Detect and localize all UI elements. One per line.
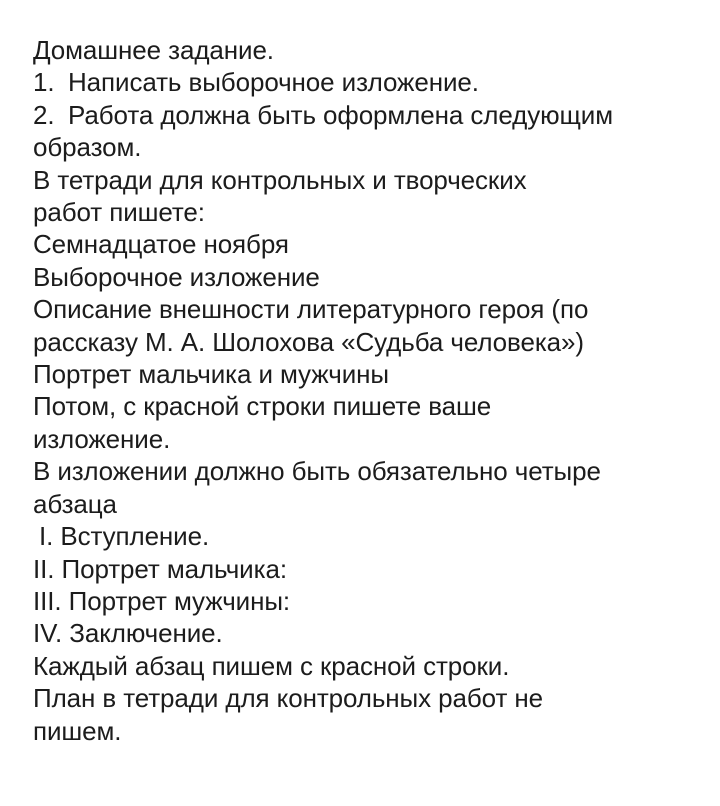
- text-line: изложение.: [33, 423, 171, 454]
- section-item: II. Портрет мальчика:: [33, 553, 287, 584]
- text-line: работ пишете:: [33, 197, 205, 228]
- text-line: Портрет мальчика и мужчины: [33, 359, 389, 390]
- section-item: IV. Заключение.: [33, 618, 223, 649]
- section-item: I. Вступление.: [39, 521, 210, 552]
- closing-line: Каждый абзац пишем с красной строки.: [33, 650, 510, 681]
- text-line: В изложении должно быть обязательно четыре: [33, 456, 601, 487]
- text-line: В тетради для контрольных и творческих: [33, 164, 527, 195]
- list-item-1: [33, 66, 696, 98]
- text-line: Семнадцатое ноября: [33, 229, 289, 260]
- list-item-number: 2.: [33, 99, 55, 130]
- list-item-2-continuation: образом.: [33, 132, 142, 163]
- text-line: Описание внешности литературного героя (по: [33, 294, 589, 325]
- text-line: рассказу М. А. Шолохова «Судьба человека»): [33, 326, 584, 357]
- list-item-2: [33, 99, 696, 131]
- list-item-text: Написать выборочное изложение.: [68, 67, 479, 98]
- document-text: [33, 34, 696, 747]
- closing-line: пишем.: [33, 715, 122, 746]
- text-line: абзаца: [33, 488, 117, 519]
- text-line: Выборочное изложение: [33, 261, 320, 292]
- closing-line: План в тетради для контрольных работ не: [33, 683, 544, 714]
- document-heading: Домашнее задание.: [33, 35, 274, 65]
- text-line: Потом, с красной строки пишете ваше: [33, 391, 492, 422]
- list-item-number: 1.: [33, 67, 55, 98]
- section-item: III. Портрет мужчины:: [33, 585, 291, 616]
- list-item-text: Работа должна быть оформлена следующим: [68, 99, 613, 130]
